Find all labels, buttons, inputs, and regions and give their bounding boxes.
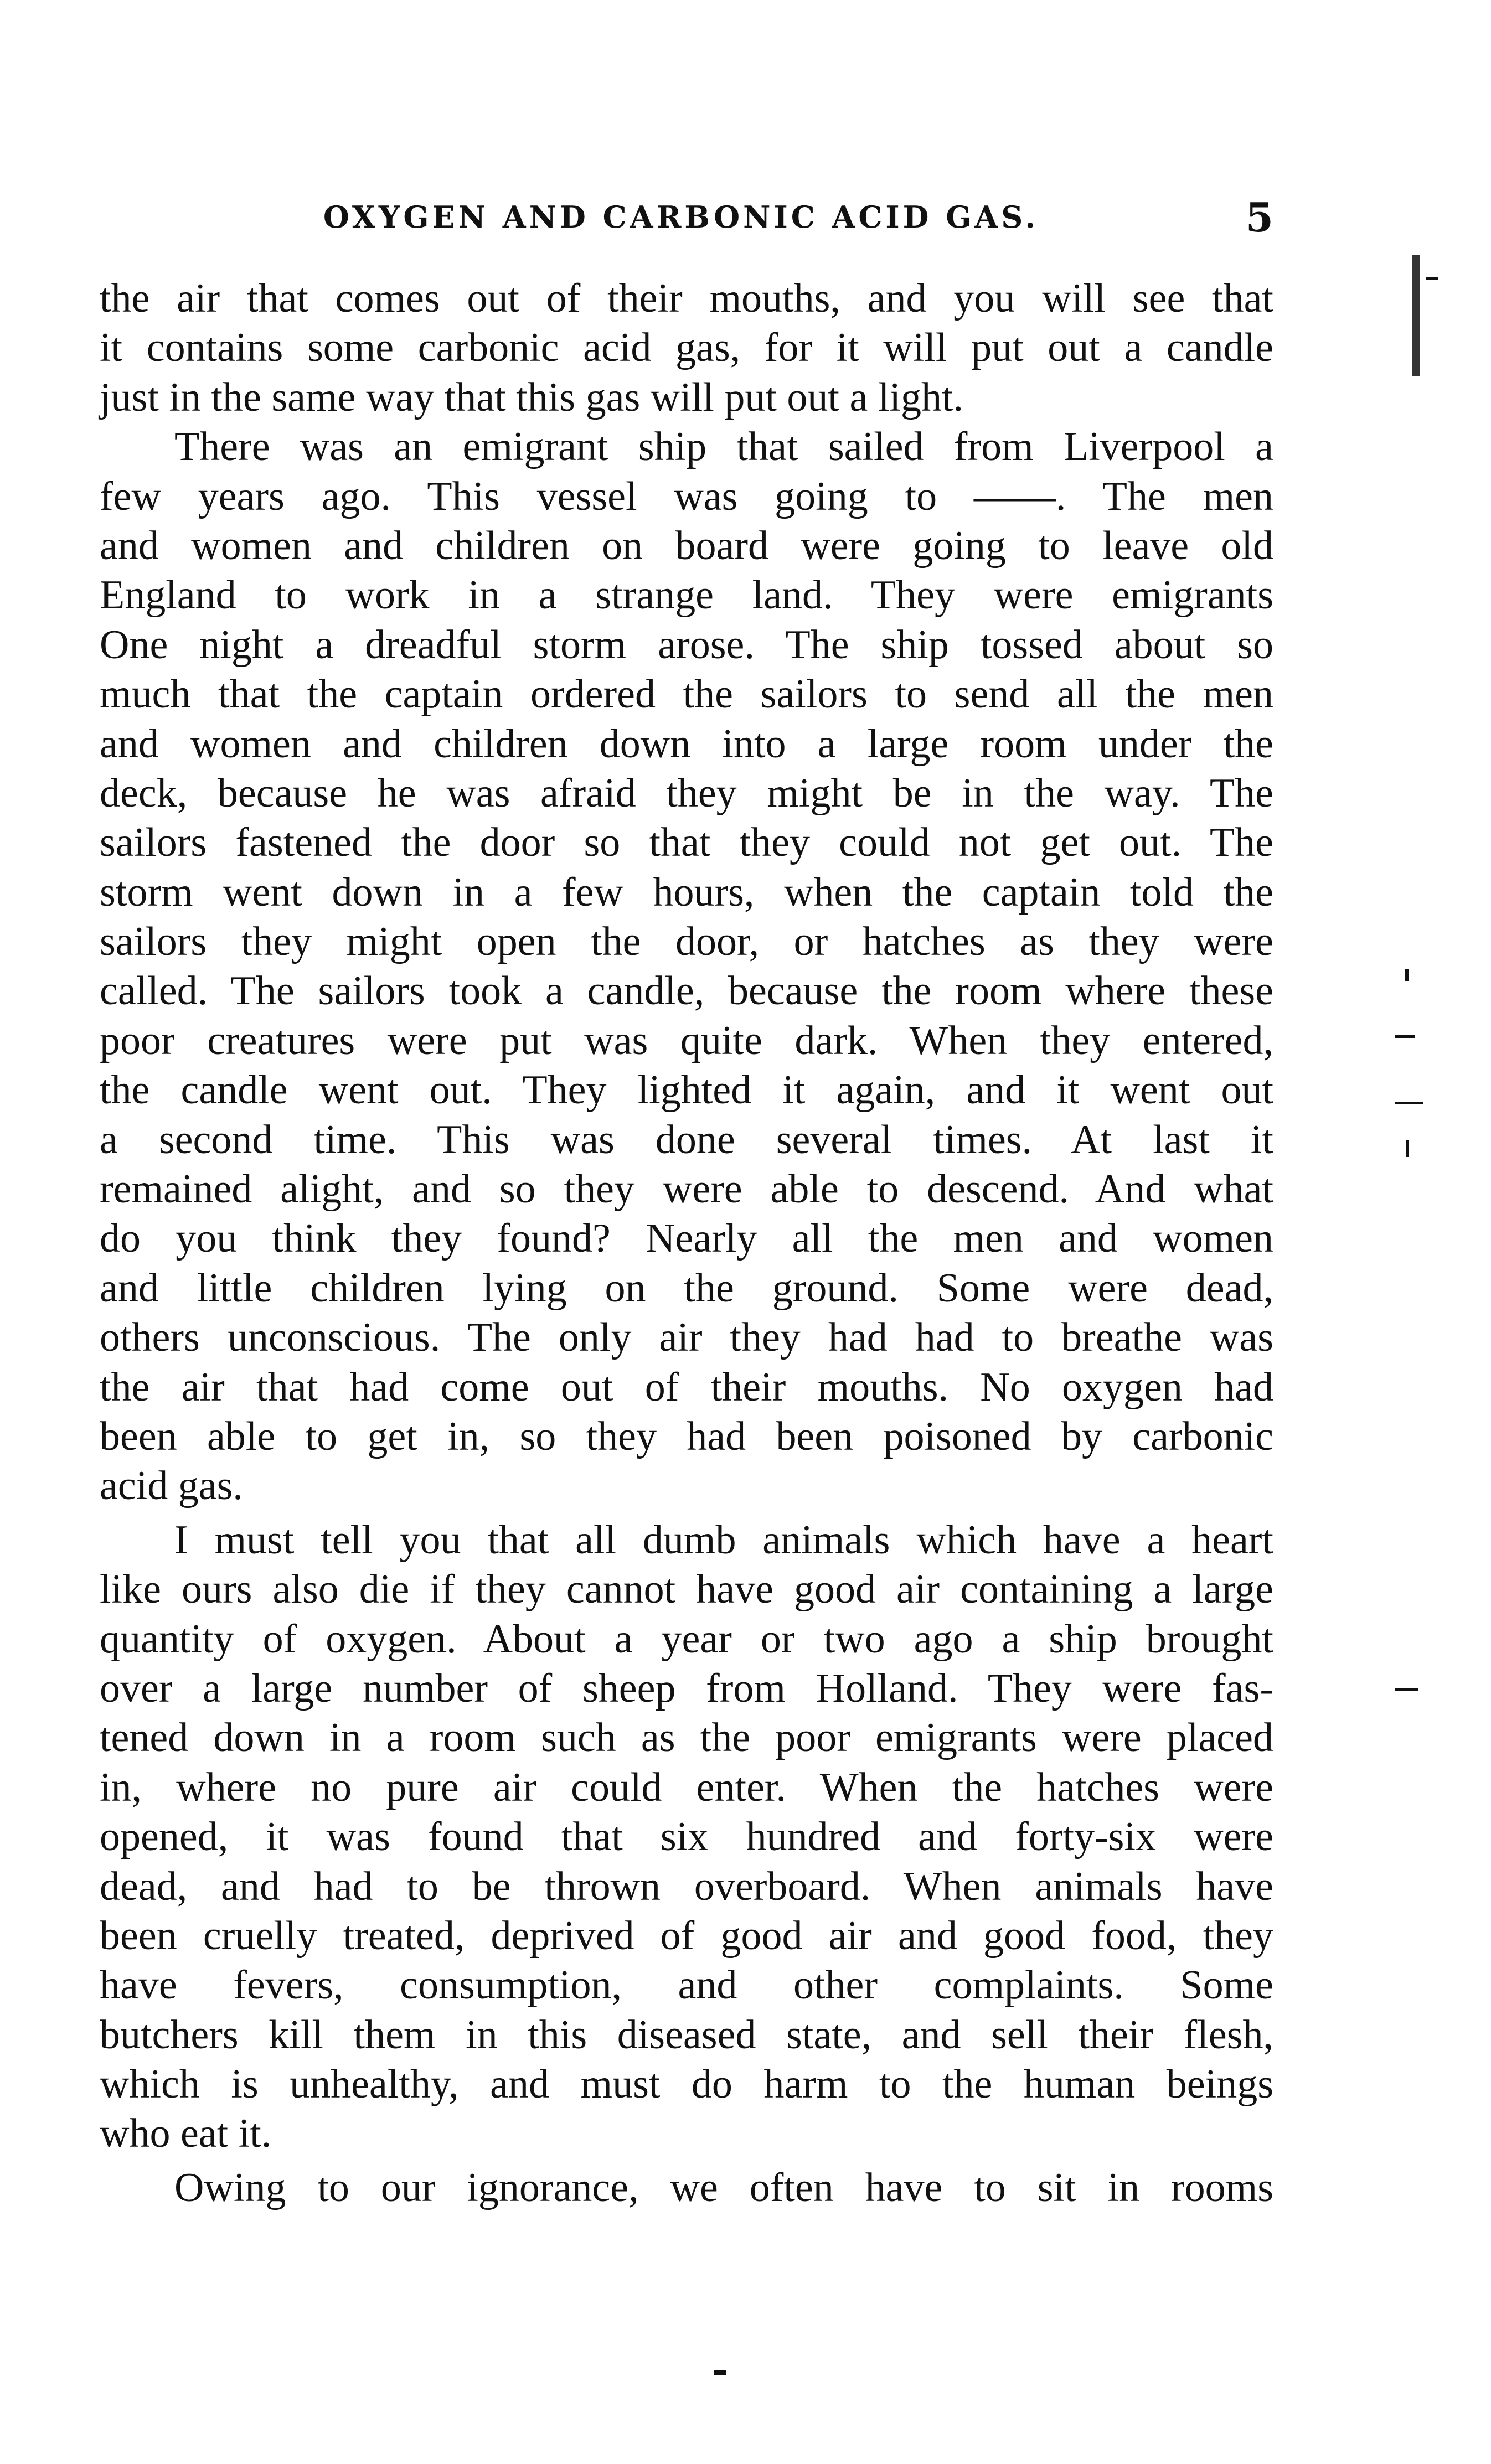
text-line: it contains some carbonic acid gas, for it will put out a candle	[100, 325, 1273, 371]
running-title: OXYGEN AND CARBONIC ACID GAS.	[323, 199, 1039, 235]
text-line: Owing to our ignorance, we often have to sit in rooms	[174, 2165, 1273, 2210]
text-line: just in the same way that this gas will put out a light.	[100, 374, 963, 420]
text-line: dead, and had to be thrown overboard. When animals have	[100, 1863, 1273, 1909]
text-line: storm went down in a few hours, when the captain told the	[100, 869, 1273, 915]
text-line: and little children lying on the ground. Some were dead,	[100, 1265, 1273, 1311]
text-line: few years ago. This vessel was going to ——. The men	[100, 473, 1273, 519]
margin-mark	[1426, 277, 1438, 280]
text-line: who eat it.	[100, 2111, 272, 2157]
margin-mark	[714, 2370, 726, 2375]
page-number: 5	[1245, 194, 1273, 241]
text-line: in, where no pure air could enter. When the hatches were	[100, 1764, 1273, 1810]
text-line: much that the captain ordered the sailors to send all the men	[100, 671, 1273, 717]
text-line: opened, it was found that six hundred and forty-six were	[100, 1814, 1273, 1860]
margin-mark	[1395, 1102, 1423, 1104]
margin-mark	[1395, 1035, 1415, 1038]
text-line: like ours also die if they cannot have good air containing a large	[100, 1567, 1273, 1613]
text-line: have fevers, consumption, and other complaints. Some	[100, 1962, 1273, 2008]
text-line: and women and children on board were going to leave old	[100, 523, 1273, 569]
text-line: a second time. This was done several times. At last it	[100, 1117, 1273, 1163]
margin-mark	[1406, 1140, 1409, 1157]
text-line: poor creatures were put was quite dark. When they entered,	[100, 1017, 1273, 1063]
text-line: England to work in a strange land. They were emigrants	[100, 572, 1273, 618]
margin-mark	[1412, 255, 1420, 376]
text-line: acid gas.	[100, 1463, 243, 1509]
body-text	[100, 274, 1273, 2213]
text-line: quantity of oxygen. About a year or two ago a ship brought	[100, 1616, 1273, 1662]
text-line: There was an emigrant ship that sailed from Liverpool a	[174, 424, 1273, 470]
text-line: remained alight, and so they were able to descend. And what	[100, 1166, 1273, 1212]
text-line: the air that comes out of their mouths, and you will see that	[100, 276, 1273, 321]
text-line: sailors fastened the door so that they could not get out. The	[100, 820, 1273, 866]
margin-mark	[1395, 1688, 1418, 1691]
text-line: One night a dreadful storm arose. The ship tossed about so	[100, 622, 1273, 668]
text-line: called. The sailors took a candle, because the room where these	[100, 968, 1273, 1014]
text-line: tened down in a room such as the poor emigrants were placed	[100, 1715, 1273, 1761]
text-line: the air that had come out of their mouths. No oxygen had	[100, 1364, 1273, 1410]
text-line: which is unhealthy, and must do harm to the human beings	[100, 2062, 1273, 2107]
text-line: butchers kill them in this diseased state, and sell their flesh,	[100, 2012, 1273, 2058]
text-line: I must tell you that all dumb animals which have a heart	[174, 1517, 1273, 1563]
text-line: deck, because he was afraid they might be in the way. The	[100, 770, 1273, 816]
text-line: others unconscious. The only air they had had to breathe was	[100, 1315, 1273, 1361]
text-line: sailors they might open the door, or hatches as they were	[100, 919, 1273, 965]
text-line: been cruelly treated, deprived of good air and good food, they	[100, 1913, 1273, 1959]
running-head	[100, 194, 1273, 244]
text-line: the candle went out. They lighted it again, and it went out	[100, 1067, 1273, 1113]
text-line: over a large number of sheep from Holland. They were fas-	[100, 1665, 1273, 1711]
text-line: and women and children down into a large room under the	[100, 721, 1273, 767]
margin-mark	[1405, 969, 1409, 981]
text-line: do you think they found? Nearly all the men and women	[100, 1216, 1273, 1262]
text-line: been able to get in, so they had been poisoned by carbonic	[100, 1413, 1273, 1459]
